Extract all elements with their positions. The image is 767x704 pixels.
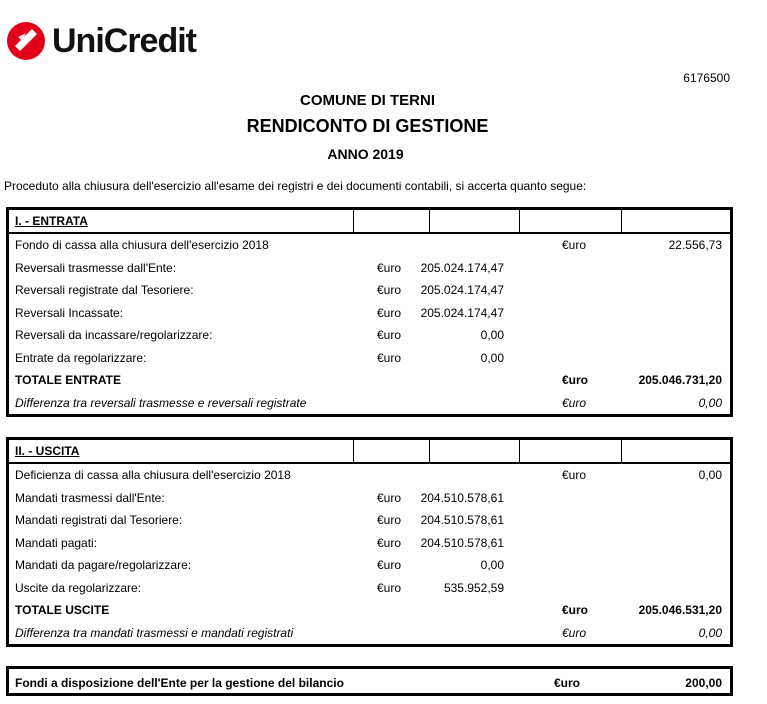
table-row: [9, 302, 730, 325]
table-row: [9, 554, 730, 577]
row-label: Mandati trasmessi dall'Ente:: [15, 490, 165, 505]
entrata-heading: I. - ENTRATA: [15, 214, 88, 228]
row-amount: 204.510.578,61: [420, 513, 504, 527]
row-label: Fondo di cassa alla chiusura dell'esercizio 2018: [15, 238, 269, 252]
row-label: Deficienza di cassa alla chiusura dell'esercizio 2018: [15, 468, 291, 482]
table-row: [9, 464, 730, 487]
row-label: Reversali da incassare/regolarizzare:: [15, 328, 213, 342]
uscita-heading-row: [9, 440, 730, 464]
row-currency-total: €uro: [562, 625, 587, 640]
table-row: [9, 487, 730, 510]
row-currency: €uro: [377, 535, 402, 550]
row-label: Differenza tra reversali trasmesse e reversali registrate: [15, 395, 307, 410]
table-row: [9, 392, 730, 415]
table-row: [9, 257, 730, 280]
row-currency: €uro: [377, 490, 402, 505]
document-number: 6176500: [683, 71, 730, 85]
row-amount: 205.024.174,47: [420, 260, 504, 275]
row-amount-total: 0,00: [698, 395, 722, 410]
row-currency-total: €uro: [562, 468, 587, 482]
row-amount: 0,00: [480, 558, 504, 572]
row-currency: €uro: [377, 260, 402, 275]
row-amount: 205.024.174,47: [420, 305, 504, 320]
table-row: [9, 279, 730, 302]
table-row: [9, 347, 730, 370]
row-amount-total: 0,00: [698, 468, 722, 482]
row-currency: €uro: [377, 328, 402, 342]
table-row: [9, 509, 730, 532]
row-currency: €uro: [377, 350, 402, 365]
fondi-box: [6, 666, 733, 696]
row-amount: 204.510.578,61: [420, 490, 504, 505]
table-row: [9, 532, 730, 555]
uscita-heading: II. - USCITA: [15, 444, 80, 458]
uscita-rows: [9, 464, 730, 644]
brand-name: UniCredit: [52, 22, 196, 60]
fondi-value: 200,00: [685, 676, 722, 690]
entrata-rows: [9, 234, 730, 414]
table-row: [9, 369, 730, 392]
row-label: Uscite da regolarizzare:: [15, 580, 142, 595]
row-amount-total: 205.046.531,20: [638, 603, 722, 617]
row-currency-total: €uro: [562, 603, 589, 617]
table-row: [9, 622, 730, 645]
table-row: [9, 577, 730, 600]
row-label: TOTALE ENTRATE: [15, 373, 121, 387]
row-amount-total: 22.556,73: [668, 238, 722, 252]
row-currency: €uro: [377, 283, 402, 297]
row-currency-total: €uro: [562, 373, 589, 387]
unicredit-logo: [6, 20, 196, 62]
row-amount: 205.024.174,47: [420, 283, 504, 297]
row-amount: 0,00: [480, 328, 504, 342]
row-label: Reversali Incassate:: [15, 305, 124, 320]
entrata-heading-row: [9, 210, 730, 234]
row-label: Reversali registrate dal Tesoriere:: [15, 283, 194, 297]
row-amount: 204.510.578,61: [420, 535, 504, 550]
row-label: Differenza tra mandati trasmessi e mandati registrati: [15, 625, 294, 640]
title-rendiconto: RENDICONTO DI GESTIONE: [246, 116, 489, 136]
table-row: [9, 599, 730, 622]
row-currency: €uro: [377, 580, 402, 595]
row-label: Mandati pagati:: [15, 535, 98, 550]
row-currency-total: €uro: [562, 238, 587, 252]
fondi-currency: €uro: [554, 676, 581, 690]
row-label: Mandati registrati dal Tesoriere:: [15, 513, 183, 527]
title-anno: ANNO 2019: [327, 146, 404, 162]
row-label: Mandati da pagare/regolarizzare:: [15, 558, 192, 572]
row-label: Entrate da regolarizzare:: [15, 350, 147, 365]
fondi-label: Fondi a disposizione dell'Ente per la gestione del bilancio: [15, 676, 344, 690]
row-amount-total: 0,00: [698, 625, 722, 640]
title-comune: COMUNE DI TERNI: [300, 92, 435, 109]
table-row: [9, 324, 730, 347]
row-amount-total: 205.046.731,20: [638, 373, 722, 387]
table-row: [9, 234, 730, 257]
uscita-section: [6, 437, 733, 647]
row-currency: €uro: [377, 513, 402, 527]
row-currency: €uro: [377, 305, 402, 320]
unicredit-logo-icon: [6, 21, 46, 61]
row-amount: 0,00: [480, 350, 504, 365]
row-label: TOTALE USCITE: [15, 603, 110, 617]
row-currency: €uro: [377, 558, 402, 572]
intro-text: Proceduto alla chiusura dell'esercizio all'esame dei registri e dei documenti contabili, si accerta quanto segue:: [4, 179, 587, 193]
row-label: Reversali trasmesse dall'Ente:: [15, 260, 177, 275]
row-amount: 535.952,59: [443, 580, 504, 595]
row-currency-total: €uro: [562, 395, 587, 410]
entrata-section: [6, 207, 733, 417]
